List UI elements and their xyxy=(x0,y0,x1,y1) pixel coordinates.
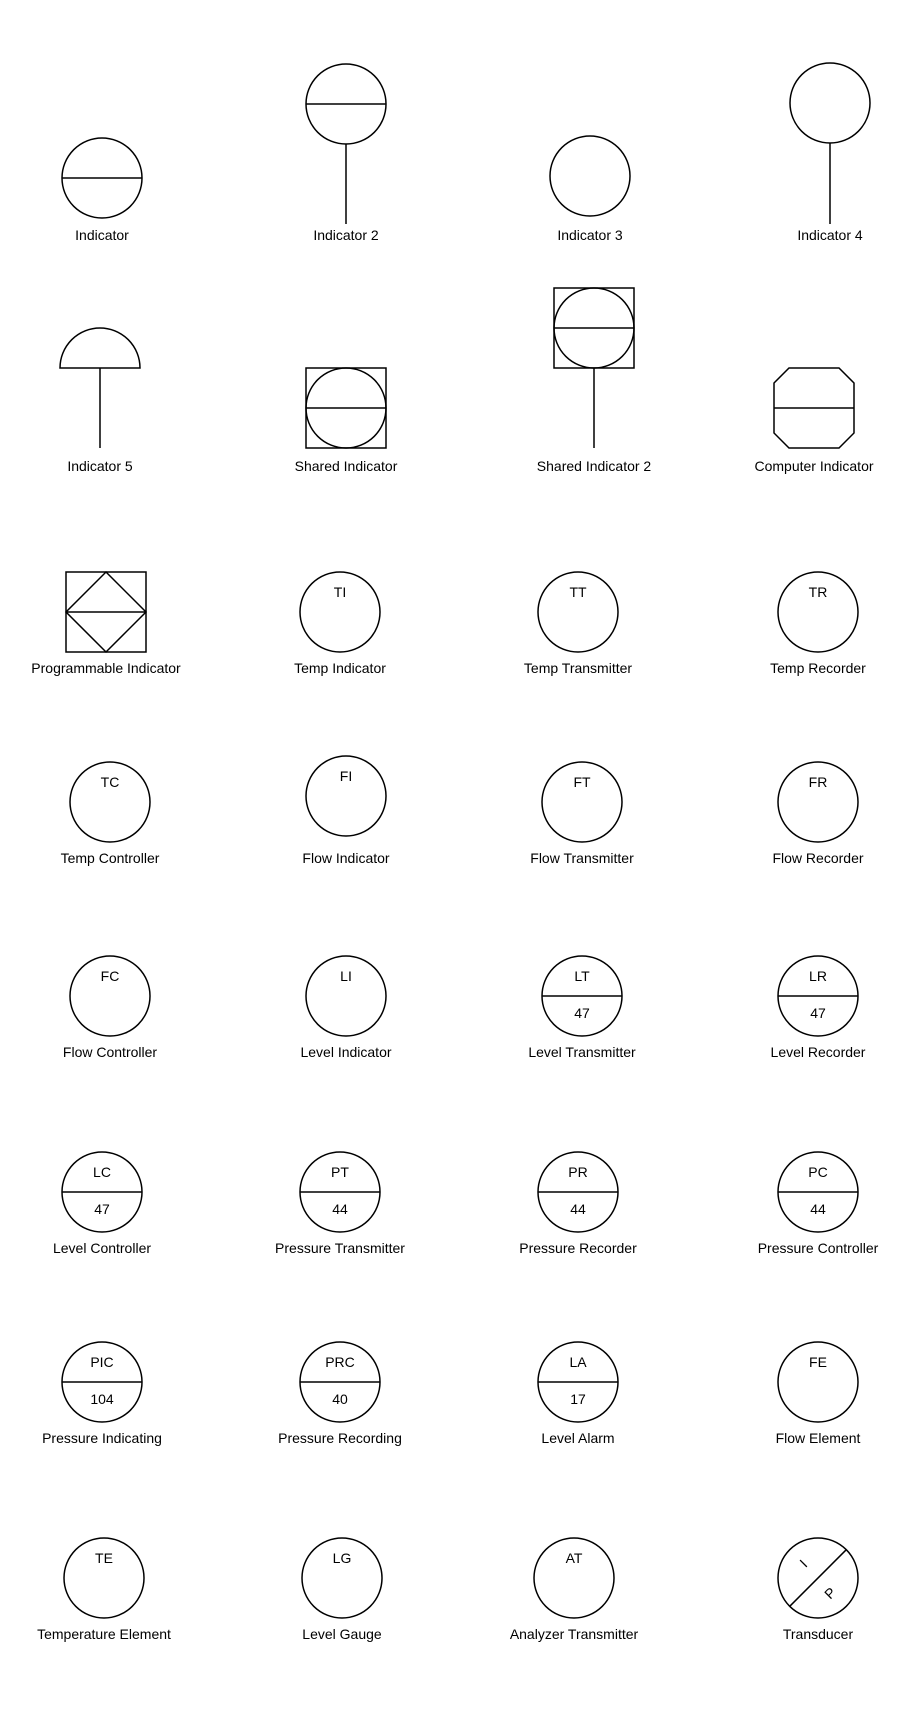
symbol-circle xyxy=(790,63,870,143)
symbol-flow-element xyxy=(776,1342,861,1446)
symbol-temp-transmitter xyxy=(524,572,632,676)
tag-code: FE xyxy=(809,1354,827,1370)
symbol-label: Indicator xyxy=(75,227,129,243)
tag-code: TI xyxy=(333,584,347,600)
tag-code: PIC xyxy=(90,1354,114,1370)
tag-code: LC xyxy=(93,1164,111,1180)
symbol-level-transmitter xyxy=(528,956,636,1060)
symbol-level-gauge xyxy=(302,1538,382,1642)
symbol-pressure-controller xyxy=(758,1152,879,1256)
symbol-temp-controller xyxy=(61,762,160,866)
symbol-label: Temp Recorder xyxy=(770,660,866,676)
symbol-label: Level Gauge xyxy=(302,1626,382,1642)
symbol-label: Flow Indicator xyxy=(302,850,390,866)
symbol-label: Level Controller xyxy=(52,1240,152,1256)
symbol-temperature-element xyxy=(37,1538,171,1642)
symbol-label: Indicator 4 xyxy=(797,227,863,243)
symbol-pressure-recorder xyxy=(519,1152,637,1256)
symbol-computer-indicator xyxy=(754,368,873,474)
tag-number: 47 xyxy=(574,1005,590,1021)
symbol-label: Transducer xyxy=(782,1626,854,1642)
symbol-label: Level Alarm xyxy=(541,1430,615,1446)
symbol-label: Flow Recorder xyxy=(772,850,864,866)
symbol-label: Pressure Indicating xyxy=(42,1430,162,1446)
symbol-label: Temp Transmitter xyxy=(523,660,633,676)
symbol-label: Shared Indicator xyxy=(294,458,398,474)
tag-number: 47 xyxy=(94,1201,110,1217)
tag-number: 104 xyxy=(90,1391,114,1407)
tag-code: FC xyxy=(100,968,120,984)
tag-number: 17 xyxy=(570,1391,586,1407)
symbol-temp-indicator xyxy=(294,572,386,676)
symbol-level-indicator xyxy=(300,956,391,1060)
transducer-input: I xyxy=(796,1556,811,1571)
tag-code: PR xyxy=(568,1164,588,1180)
tag-number: 40 xyxy=(332,1391,348,1407)
symbol-transducer xyxy=(778,1538,858,1642)
half-circle xyxy=(60,328,140,368)
symbol-flow-transmitter xyxy=(530,762,634,866)
symbol-label: Computer Indicator xyxy=(754,458,874,474)
tag-code: LG xyxy=(332,1550,352,1566)
tag-code: TT xyxy=(569,584,587,600)
tag-code: TR xyxy=(808,584,828,600)
tag-code: LI xyxy=(340,968,352,984)
tag-code: PRC xyxy=(325,1354,355,1370)
symbol-level-alarm xyxy=(538,1342,618,1446)
symbol-circle xyxy=(550,136,630,216)
symbol-label: Temp Indicator xyxy=(294,660,386,676)
symbol-label: Indicator 5 xyxy=(67,458,133,474)
symbol-label: Pressure Controller xyxy=(757,1240,879,1256)
tag-number: 44 xyxy=(810,1201,826,1217)
symbol-label: Level Indicator xyxy=(300,1044,392,1060)
symbol-indicator-4 xyxy=(790,63,870,243)
symbol-indicator-3 xyxy=(550,136,630,243)
tag-number: 44 xyxy=(570,1201,586,1217)
symbol-flow-recorder xyxy=(772,762,863,866)
symbol-shared-indicator-2 xyxy=(537,288,652,474)
symbol-label: Pressure Recording xyxy=(278,1430,402,1446)
symbol-shared-indicator xyxy=(295,368,398,474)
tag-code: PT xyxy=(331,1164,349,1180)
symbol-programmable-indicator xyxy=(31,572,181,676)
tag-number: 47 xyxy=(810,1005,826,1021)
symbol-label: Level Recorder xyxy=(770,1044,866,1060)
tag-code: FI xyxy=(339,768,353,784)
symbol-label: Level Transmitter xyxy=(528,1044,636,1060)
tag-code: FT xyxy=(573,774,591,790)
transducer-output: P xyxy=(821,1584,839,1602)
symbol-level-controller xyxy=(53,1152,151,1256)
symbol-indicator xyxy=(62,138,142,243)
symbol-label: Pressure Transmitter xyxy=(275,1240,405,1256)
tag-code: AT xyxy=(565,1550,583,1566)
symbol-label: Temp Controller xyxy=(60,850,160,866)
symbol-label: Programmable Indicator xyxy=(31,660,181,676)
tag-code: LA xyxy=(569,1354,587,1370)
symbol-flow-indicator xyxy=(302,756,389,866)
symbol-temp-recorder xyxy=(770,572,866,676)
symbol-label: Flow Controller xyxy=(62,1044,158,1060)
symbol-label: Temperature Element xyxy=(37,1626,171,1642)
symbol-indicator-2 xyxy=(306,64,386,243)
symbol-label: Flow Element xyxy=(775,1430,861,1446)
symbol-analyzer-transmitter xyxy=(510,1538,639,1642)
tag-code: FR xyxy=(808,774,828,790)
tag-code: TE xyxy=(95,1550,113,1566)
symbol-label: Indicator 2 xyxy=(313,227,379,243)
symbol-label: Analyzer Transmitter xyxy=(509,1626,639,1642)
symbol-label: Pressure Recorder xyxy=(519,1240,637,1256)
symbol-level-recorder xyxy=(771,956,866,1060)
tag-code: LR xyxy=(809,968,827,984)
symbol-indicator-5 xyxy=(60,328,140,474)
symbol-flow-controller xyxy=(63,956,157,1060)
symbol-label: Shared Indicator 2 xyxy=(536,458,652,474)
tag-code: TC xyxy=(100,774,120,790)
symbol-label: Flow Transmitter xyxy=(530,850,634,866)
symbol-pressure-indicating xyxy=(42,1342,162,1446)
symbol-pressure-transmitter xyxy=(275,1152,405,1256)
symbol-pressure-recording xyxy=(278,1342,402,1446)
symbol-label: Indicator 3 xyxy=(557,227,623,243)
tag-number: 44 xyxy=(332,1201,348,1217)
tag-code: PC xyxy=(808,1164,828,1180)
tag-code: LT xyxy=(574,968,590,984)
